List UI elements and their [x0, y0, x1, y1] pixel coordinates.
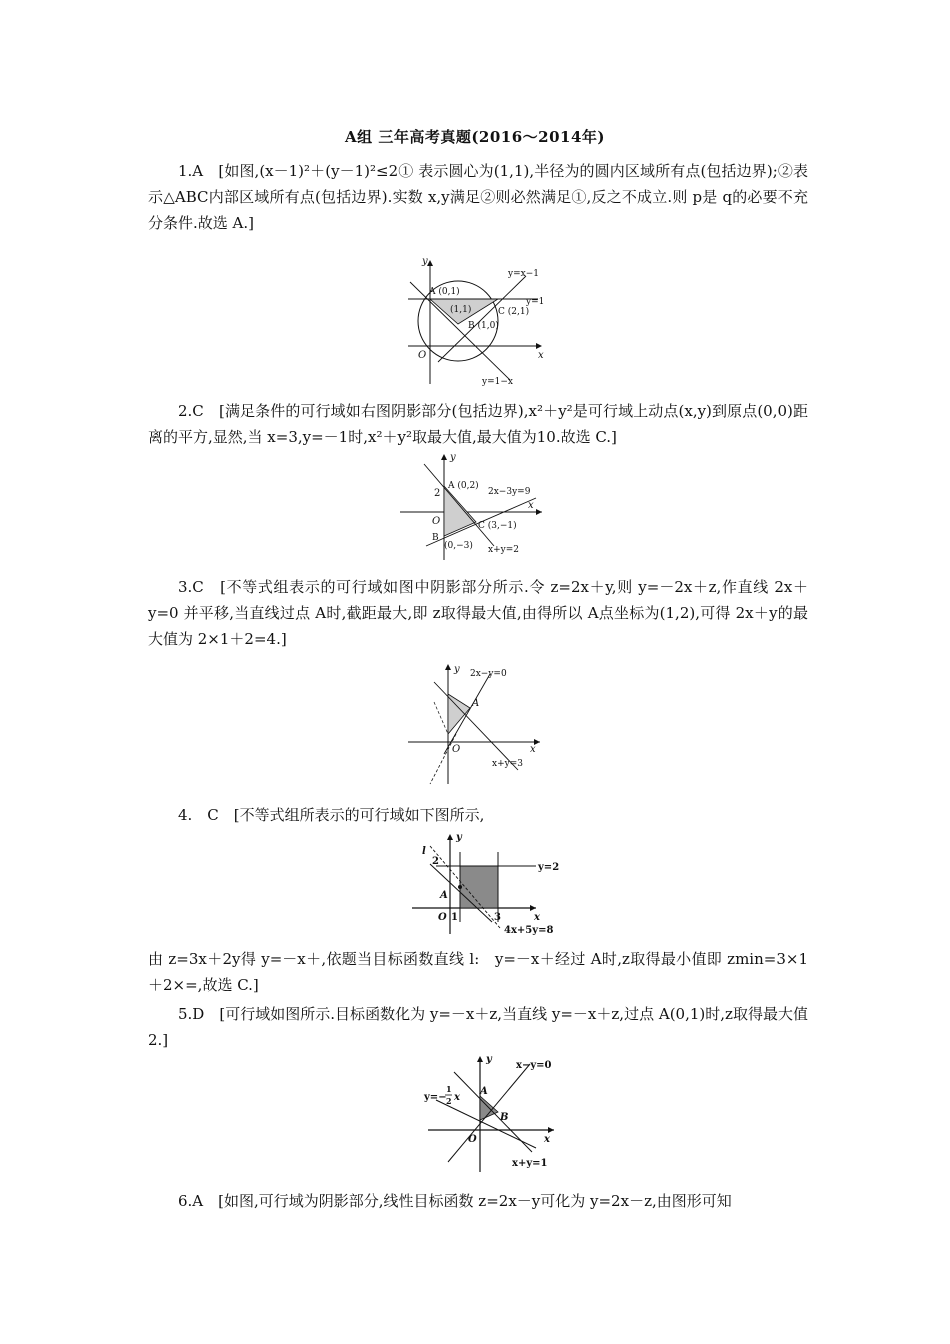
answer-3-text: 3.C [不等式组表示的可行域如图中阴影部分所示.令 z=2x＋y,则 y=－2x＋z,作直线 2x＋y=0 并平移,当直线过点 A时,截距最大,即 z取得最大值,由得所以 A点坐标为(1,2),可得 2x＋y的最大值为 2×1＋2=4.]	[148, 578, 808, 648]
fig4-tick-2: 2	[432, 856, 439, 867]
answer-4-continued-text: 由 z=3x＋2y得 y=－x＋,依题当目标函数直线 l: y=－x＋经过 A时,z取得最小值即 zmin=3×1＋2×=,故选 C.]	[148, 950, 808, 994]
fig5-line-label-1: x−y=0	[516, 1060, 552, 1071]
answer-4-text: 4. C [不等式组所表示的可行域如下图所示,	[178, 806, 485, 824]
figure-5	[420, 1052, 562, 1176]
figure-1	[398, 252, 558, 388]
answer-2-text: 2.C [满足条件的可行域如右图阴影部分(包括边界),x²＋y²是可行域上动点(x,y)到原点(0,0)距离的平方,显然,当 x=3,y=－1时,x²＋y²取最大值,最大值为10.故选 C.]	[148, 402, 808, 446]
fig4-y-label: y	[456, 832, 462, 843]
section-title: A组 三年高考真题(2016～2014年)	[344, 128, 606, 146]
fig2-point-b: B	[432, 533, 439, 543]
figure-2	[396, 450, 546, 562]
fig2-y-label: y	[450, 452, 456, 463]
fig1-y-label: y	[422, 256, 428, 267]
fig2-point-a: A (0,2)	[448, 481, 479, 491]
fig3-line-label-2: x+y=3	[492, 759, 523, 769]
fig5-frac-num: 1	[446, 1084, 452, 1094]
fig5-frac-den: 2	[446, 1096, 452, 1106]
fig4-point-a: A	[440, 890, 448, 901]
fig1-point-a: A (0,1)	[429, 287, 460, 297]
fig1-point-c: C (2,1)	[498, 307, 530, 317]
fig5-x-label: x	[544, 1134, 550, 1145]
fig2-tick-2: 2	[434, 488, 441, 499]
fig2-line-label-1: 2x−3y=9	[488, 487, 531, 497]
fig2-point-b-coords: (0,−3)	[444, 541, 473, 551]
figure-3	[404, 662, 548, 790]
fig1-origin: O	[418, 350, 427, 361]
fig4-line-l: l	[422, 846, 426, 857]
fig3-y-label: y	[454, 664, 460, 675]
fig1-line-label-2: y=1	[526, 297, 545, 307]
answer-6-text: 6.A [如图,可行域为阴影部分,线性目标函数 z=2x－y可化为 y=2x－z,由图形可知	[178, 1192, 732, 1210]
fig5-point-b: B	[500, 1112, 509, 1123]
answer-5-text: 5.D [可行域如图所示.目标函数化为 y=－x＋z,当直线 y=－x＋z,过点 A(0,1)时,z取得最大值 2.]	[148, 1005, 808, 1049]
fig3-line-label-1: 2x−y=0	[470, 669, 507, 679]
fig1-line-label-1: y=x−1	[508, 269, 539, 279]
fig5-point-a: A	[480, 1086, 488, 1097]
fig4-x-label: x	[534, 912, 540, 923]
fig3-x-label: x	[530, 744, 536, 755]
fig1-point-b: B (1,0)	[468, 321, 499, 331]
fig4-origin: O	[438, 912, 447, 923]
fig3-origin: O	[452, 744, 461, 755]
fig2-line-label-2: x+y=2	[488, 545, 519, 555]
fig1-line-label-3: y=1−x	[482, 377, 513, 387]
fig5-line-label-2: x+y=1	[512, 1158, 548, 1169]
fig2-x-label: x	[528, 500, 534, 511]
fig3-point-a: A	[472, 698, 480, 709]
fig2-point-c: C (3,−1)	[478, 521, 517, 531]
fig5-line-label-3-x: x	[454, 1092, 460, 1103]
fig5-origin: O	[468, 1134, 477, 1145]
answer-1-text: 1.A [如图,(x－1)²＋(y－1)²≤2① 表示圆心为(1,1),半径为的圆内区域所有点(包括边界);②表示△ABC内部区域所有点(包括边界).实数 x,y满足②则必然满足①,反之不成立.则 p是 q的必要不充分条件.故选 A.]	[148, 162, 808, 232]
fig5-line-label-3: y=−	[424, 1092, 447, 1103]
fig1-x-label: x	[538, 350, 544, 361]
fig4-tick-1: 1	[451, 912, 458, 923]
fig4-line-label-2: 4x+5y=8	[504, 925, 554, 936]
fig4-tick-3: 3	[494, 912, 501, 923]
fig2-origin: O	[432, 516, 441, 527]
fig1-center: (1,1)	[450, 305, 472, 315]
fig5-y-label: y	[486, 1054, 492, 1065]
fig4-line-label-1: y=2	[538, 862, 560, 873]
figure-4	[408, 832, 574, 936]
